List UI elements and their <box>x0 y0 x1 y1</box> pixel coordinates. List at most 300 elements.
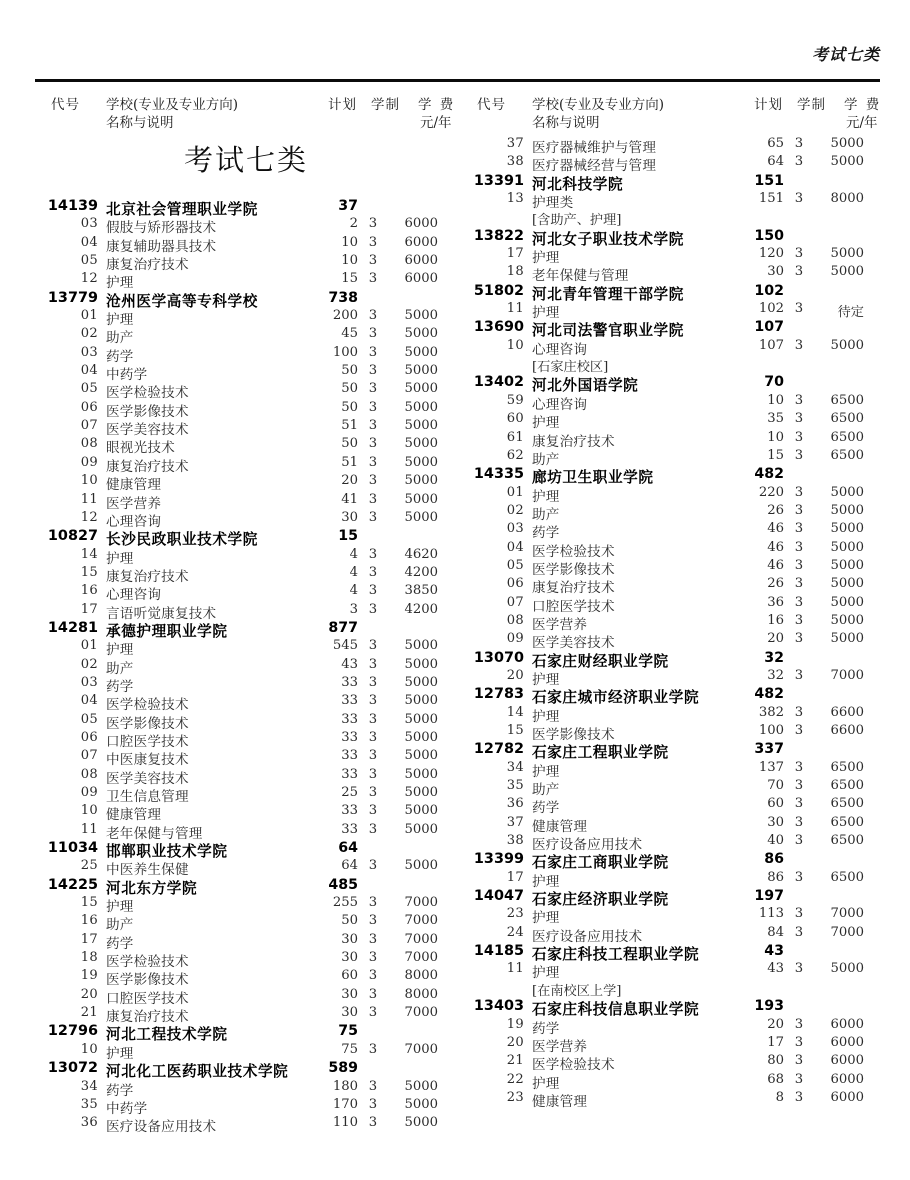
major-row <box>472 338 892 356</box>
school-name: 河北东方学院 <box>106 879 198 897</box>
major-row <box>46 1042 466 1060</box>
major-name: 眼视光技术 <box>106 440 175 457</box>
school-plan-total: 102 <box>754 282 784 299</box>
school-code: 12796 <box>47 1023 98 1040</box>
major-name: 卫生信息管理 <box>106 789 189 805</box>
major-row <box>46 492 466 510</box>
major-code: 05 <box>80 253 98 269</box>
tuition-fee: 5000 <box>830 502 864 518</box>
school-row <box>46 620 466 638</box>
tuition-fee: 5000 <box>404 711 438 727</box>
major-code: 17 <box>80 931 98 947</box>
major-name: 康复治疗技术 <box>532 433 615 450</box>
major-code: 11 <box>80 821 98 837</box>
tuition-fee: 5000 <box>404 1078 438 1094</box>
school-name: 石家庄工商职业学院 <box>532 854 669 872</box>
major-name: 医疗器械维护与管理 <box>532 140 657 156</box>
school-row <box>472 650 892 668</box>
major-row <box>472 1090 892 1108</box>
tuition-fee: 7000 <box>830 924 864 940</box>
major-code: 05 <box>80 381 98 397</box>
major-row <box>46 510 466 528</box>
school-code: 13070 <box>473 649 524 666</box>
major-plan-count: 35 <box>767 411 784 427</box>
major-code: 34 <box>80 1078 98 1094</box>
major-plan-count: 33 <box>341 748 358 764</box>
major-name: 医学营养 <box>532 616 588 633</box>
major-plan-count: 8 <box>775 1089 784 1105</box>
major-name: 药学 <box>106 348 134 365</box>
major-name: 护理 <box>532 910 560 927</box>
major-code: 12 <box>80 271 98 287</box>
major-row <box>472 1053 892 1074</box>
study-years: 3 <box>794 814 804 830</box>
school-name: 承德护理职业学院 <box>106 622 228 640</box>
tuition-fee: 7000 <box>830 906 864 922</box>
major-plan-count: 30 <box>341 931 358 947</box>
school-plan-total: 589 <box>328 1060 358 1077</box>
study-years: 3 <box>368 858 378 874</box>
study-years: 3 <box>368 583 378 599</box>
major-row <box>46 1079 466 1097</box>
school-code: 14225 <box>47 876 98 893</box>
major-name: 康复辅助器具技术 <box>106 238 217 255</box>
major-name: 护理 <box>106 312 134 329</box>
major-plan-count: 50 <box>341 381 358 397</box>
study-years: 3 <box>368 381 378 397</box>
major-plan-count: 33 <box>341 821 358 837</box>
major-row <box>472 448 892 466</box>
major-row <box>472 925 892 943</box>
major-row <box>472 485 892 503</box>
study-years: 3 <box>794 337 804 353</box>
school-name: 河北化工医药职业技术学院 <box>106 1063 289 1081</box>
major-row <box>46 1097 466 1115</box>
tuition-fee: 5000 <box>404 381 438 397</box>
major-row <box>472 558 892 576</box>
major-row <box>46 400 466 418</box>
study-years: 3 <box>368 454 378 470</box>
study-years: 3 <box>794 594 804 610</box>
major-plan-count: 255 <box>332 895 358 911</box>
tuition-fee: 5000 <box>830 246 864 262</box>
major-name: 助产 <box>532 451 560 468</box>
major-code: 23 <box>506 906 524 922</box>
study-years: 3 <box>794 447 804 463</box>
major-plan-count: 43 <box>767 961 784 977</box>
major-code: 17 <box>506 869 524 885</box>
school-row <box>472 686 892 707</box>
major-row <box>46 730 466 748</box>
major-row <box>46 968 466 989</box>
study-years: 3 <box>368 509 378 525</box>
major-code: 20 <box>80 986 98 1002</box>
major-row <box>472 136 892 154</box>
major-row <box>46 803 466 824</box>
study-years: 3 <box>368 326 378 342</box>
major-name: 中药学 <box>106 1100 148 1117</box>
major-plan-count: 32 <box>767 667 784 683</box>
tuition-fee: 5000 <box>404 363 438 379</box>
major-plan-count: 60 <box>341 968 358 984</box>
major-code: 36 <box>506 796 524 812</box>
major-code: 05 <box>80 711 98 727</box>
study-years: 3 <box>794 539 804 555</box>
major-row <box>46 748 466 769</box>
study-years: 3 <box>794 154 804 170</box>
major-row <box>472 1072 892 1090</box>
tuition-fee: 6500 <box>830 447 864 463</box>
study-years: 3 <box>794 1016 804 1032</box>
school-plan-total: 482 <box>754 686 784 703</box>
major-name: 护理类 <box>532 195 574 212</box>
major-name: 药学 <box>532 800 560 817</box>
major-code: 06 <box>80 399 98 415</box>
study-years: 3 <box>794 1089 804 1105</box>
tuition-fee: 5000 <box>404 509 438 525</box>
major-row <box>46 895 466 916</box>
school-plan-total: 64 <box>338 840 358 857</box>
tuition-fee: 6000 <box>830 1053 864 1069</box>
major-name: 假肢与矫形器技术 <box>106 220 217 237</box>
study-years: 3 <box>368 491 378 507</box>
tuition-fee: 8000 <box>404 986 438 1002</box>
tuition-fee: 7000 <box>404 913 438 929</box>
major-code: 05 <box>506 557 524 573</box>
major-row <box>46 657 466 675</box>
major-name: 助产 <box>532 506 560 523</box>
major-name: 康复治疗技术 <box>106 458 189 475</box>
major-code: 01 <box>80 308 98 324</box>
major-code: 07 <box>80 748 98 764</box>
major-name: 护理 <box>532 708 560 725</box>
tuition-fee: 5000 <box>404 821 438 837</box>
major-plan-count: 2 <box>349 216 358 232</box>
school-plan-total: 150 <box>754 227 784 244</box>
column-header-plan: 计划 <box>328 97 357 113</box>
tuition-fee: 6000 <box>404 253 438 269</box>
major-plan-count: 151 <box>758 191 784 207</box>
tuition-fee: 5000 <box>830 576 864 592</box>
major-plan-count: 33 <box>341 766 358 782</box>
tuition-fee: 6500 <box>830 411 864 427</box>
school-plan-total: 151 <box>754 172 784 189</box>
study-years: 3 <box>794 796 804 812</box>
major-row <box>46 602 466 620</box>
study-years: 3 <box>368 766 378 782</box>
major-name: 护理 <box>106 550 134 567</box>
major-name: 医学检验技术 <box>532 1057 615 1074</box>
major-row <box>46 1115 466 1136</box>
tuition-fee: 4620 <box>404 546 438 562</box>
column-header-name-2: 名称与说明 <box>106 115 174 131</box>
major-code: 07 <box>80 418 98 434</box>
major-plan-count: 3 <box>349 601 358 617</box>
study-years: 3 <box>794 246 804 262</box>
school-code: 13391 <box>473 172 524 189</box>
school-code: 12782 <box>473 741 524 758</box>
school-row <box>46 1023 466 1044</box>
major-plan-count: 20 <box>767 1016 784 1032</box>
tuition-fee: 5000 <box>404 748 438 764</box>
tuition-fee: 8000 <box>404 968 438 984</box>
major-name: 中医康复技术 <box>106 752 189 769</box>
study-years: 3 <box>794 392 804 408</box>
major-code: 03 <box>80 344 98 360</box>
major-row <box>472 613 892 631</box>
tuition-fee: 5000 <box>404 491 438 507</box>
major-code: 62 <box>506 447 524 463</box>
study-years: 3 <box>794 759 804 775</box>
tuition-fee: 5000 <box>830 154 864 170</box>
column-header-years: 学制 <box>371 97 400 113</box>
major-name: 康复治疗技术 <box>106 257 189 274</box>
major-name: 老年保健与管理 <box>106 825 203 842</box>
school-row <box>472 851 892 872</box>
major-row <box>46 253 466 274</box>
major-name: 医学美容技术 <box>106 770 189 787</box>
column-header-name-1: 学校(专业及专业方向) <box>532 97 665 113</box>
major-row <box>472 540 892 558</box>
major-code: 14 <box>80 546 98 562</box>
major-code: 09 <box>80 785 98 800</box>
school-row <box>472 741 892 762</box>
column-header-fee: 学 费 <box>844 97 882 113</box>
school-name: 长沙民政职业技术学院 <box>106 531 258 549</box>
major-name: 健康管理 <box>106 807 162 824</box>
major-code: 01 <box>506 484 524 500</box>
major-plan-count: 137 <box>758 759 784 775</box>
school-code: 14281 <box>47 619 98 636</box>
major-code: 38 <box>506 154 524 170</box>
major-plan-count: 30 <box>341 1005 358 1021</box>
major-code: 04 <box>80 693 98 709</box>
major-row <box>46 1005 466 1026</box>
study-years: 3 <box>794 502 804 518</box>
major-plan-count: 46 <box>767 557 784 573</box>
school-code: 10827 <box>47 528 98 545</box>
major-name: 医学检验技术 <box>532 543 615 560</box>
study-years: 3 <box>368 895 378 911</box>
study-years: 3 <box>794 429 804 445</box>
major-name: 助产 <box>106 917 134 934</box>
tuition-fee: 5000 <box>404 766 438 782</box>
major-plan-count: 30 <box>341 986 358 1002</box>
tuition-fee: 7000 <box>404 1041 438 1057</box>
tuition-fee: 7000 <box>404 950 438 966</box>
major-row <box>472 778 892 799</box>
major-name: 心理咨询 <box>106 587 162 604</box>
major-code: 10 <box>80 803 98 819</box>
study-years: 3 <box>368 399 378 415</box>
major-row <box>46 950 466 971</box>
school-code: 12783 <box>473 686 524 703</box>
tuition-fee: 6000 <box>830 1089 864 1105</box>
major-code: 07 <box>506 594 524 610</box>
major-plan-count: 51 <box>341 418 358 434</box>
major-code: 38 <box>506 833 524 849</box>
major-row <box>472 411 892 432</box>
major-name: 医疗设备应用技术 <box>532 928 643 945</box>
major-plan-count: 10 <box>767 429 784 445</box>
major-name: 护理 <box>532 488 560 505</box>
tuition-fee: 5000 <box>404 399 438 415</box>
major-code: 18 <box>80 950 98 966</box>
major-name: 口腔医学技术 <box>106 990 189 1007</box>
school-code: 11034 <box>47 840 98 857</box>
major-row <box>46 308 466 329</box>
school-name: 石家庄科技信息职业学院 <box>532 1001 700 1019</box>
major-row <box>472 906 892 927</box>
major-plan-count: 36 <box>767 594 784 610</box>
major-plan-count: 180 <box>332 1078 358 1094</box>
study-years: 3 <box>368 601 378 617</box>
major-plan-count: 33 <box>341 693 358 709</box>
major-plan-count: 545 <box>332 638 358 654</box>
tuition-fee: 5000 <box>830 337 864 353</box>
major-row <box>46 785 466 803</box>
school-plan-total: 738 <box>328 289 358 306</box>
major-code: 20 <box>506 667 524 683</box>
tuition-fee: 4200 <box>404 601 438 617</box>
tuition-fee: 5000 <box>404 473 438 489</box>
major-name: 健康管理 <box>106 477 162 494</box>
major-name: 助产 <box>532 782 560 799</box>
tuition-fee: 5000 <box>404 454 438 470</box>
major-name: 护理 <box>532 873 560 890</box>
major-plan-count: 26 <box>767 576 784 592</box>
tuition-fee: 6600 <box>830 723 864 738</box>
tuition-fee: 5000 <box>830 539 864 555</box>
major-plan-count: 100 <box>758 723 784 738</box>
school-name: 河北女子职业技术学院 <box>532 230 684 248</box>
tuition-fee: 5000 <box>404 858 438 874</box>
school-plan-total: 337 <box>754 741 784 758</box>
study-years: 3 <box>368 271 378 287</box>
tuition-fee: 5000 <box>404 1096 438 1112</box>
major-name: 医学美容技术 <box>532 635 615 652</box>
major-plan-count: 70 <box>767 778 784 794</box>
study-years: 3 <box>368 1096 378 1112</box>
school-name: 石家庄城市经济职业学院 <box>532 689 700 707</box>
major-row <box>46 418 466 439</box>
school-code: 13072 <box>47 1060 98 1077</box>
tuition-fee: 7000 <box>404 1005 438 1021</box>
study-years: 3 <box>794 557 804 573</box>
major-code: 15 <box>80 564 98 580</box>
major-name: 康复治疗技术 <box>532 580 615 597</box>
school-plan-total: 193 <box>754 998 784 1015</box>
major-row <box>472 870 892 888</box>
major-row <box>472 393 892 411</box>
school-row <box>46 198 466 216</box>
major-name: 医学检验技术 <box>106 385 189 402</box>
major-code: 22 <box>506 1071 524 1087</box>
catalog-column-left <box>46 198 466 1134</box>
major-plan-count: 120 <box>758 246 784 262</box>
major-row <box>472 191 892 212</box>
tuition-fee: 6500 <box>830 869 864 885</box>
major-name: 药学 <box>106 1082 134 1099</box>
major-row <box>472 723 892 741</box>
major-plan-count: 30 <box>341 950 358 966</box>
study-years: 3 <box>368 234 378 250</box>
study-years: 3 <box>368 308 378 324</box>
study-years: 3 <box>368 693 378 709</box>
study-years: 3 <box>794 1071 804 1087</box>
study-years: 3 <box>368 216 378 232</box>
major-plan-count: 30 <box>767 814 784 830</box>
note-row <box>472 209 892 227</box>
major-code: 17 <box>506 246 524 262</box>
school-plan-total: 107 <box>754 319 784 336</box>
major-plan-count: 68 <box>767 1071 784 1087</box>
major-plan-count: 16 <box>767 612 784 628</box>
major-code: 09 <box>506 631 524 647</box>
major-row <box>472 833 892 854</box>
note-row <box>472 356 892 374</box>
running-head: 考试七类 <box>811 45 880 64</box>
major-code: 20 <box>506 1034 524 1050</box>
major-row <box>46 381 466 402</box>
major-row <box>46 345 466 363</box>
school-row <box>472 283 892 301</box>
tuition-fee: 6500 <box>830 392 864 408</box>
major-name: 护理 <box>532 671 560 688</box>
major-name: 护理 <box>532 965 560 982</box>
school-code: 14335 <box>473 466 524 483</box>
major-plan-count: 110 <box>332 1115 358 1131</box>
major-plan-count: 43 <box>341 656 358 672</box>
study-years: 3 <box>368 564 378 580</box>
study-years: 3 <box>368 986 378 1002</box>
major-row <box>472 668 892 686</box>
major-plan-count: 15 <box>341 271 358 287</box>
major-code: 09 <box>80 454 98 470</box>
school-row <box>472 319 892 340</box>
major-plan-count: 10 <box>341 234 358 250</box>
major-row <box>472 521 892 542</box>
major-plan-count: 86 <box>767 869 784 885</box>
major-plan-count: 33 <box>341 803 358 819</box>
study-years: 3 <box>368 473 378 489</box>
major-code: 02 <box>506 502 524 518</box>
major-name: 护理 <box>532 305 560 322</box>
school-code: 14185 <box>473 943 524 960</box>
study-years: 3 <box>794 704 804 720</box>
major-name: 医学影像技术 <box>106 972 189 989</box>
tuition-fee: 6500 <box>830 814 864 830</box>
major-code: 21 <box>80 1005 98 1021</box>
major-code: 24 <box>506 924 524 940</box>
tuition-fee: 6500 <box>830 759 864 775</box>
major-row <box>472 576 892 597</box>
major-code: 11 <box>80 491 98 507</box>
major-code: 08 <box>80 436 98 452</box>
tuition-fee: 5000 <box>404 803 438 819</box>
major-name: 护理 <box>106 642 134 659</box>
major-code: 11 <box>506 301 524 317</box>
tuition-fee: 5000 <box>404 326 438 342</box>
major-code: 21 <box>506 1053 524 1069</box>
major-row <box>46 913 466 934</box>
major-name: 健康管理 <box>532 818 588 835</box>
major-code: 02 <box>80 656 98 672</box>
major-name: 医学影像技术 <box>532 561 615 578</box>
major-code: 10 <box>80 473 98 489</box>
tuition-fee: 5000 <box>830 484 864 500</box>
tuition-fee: 5000 <box>830 631 864 647</box>
